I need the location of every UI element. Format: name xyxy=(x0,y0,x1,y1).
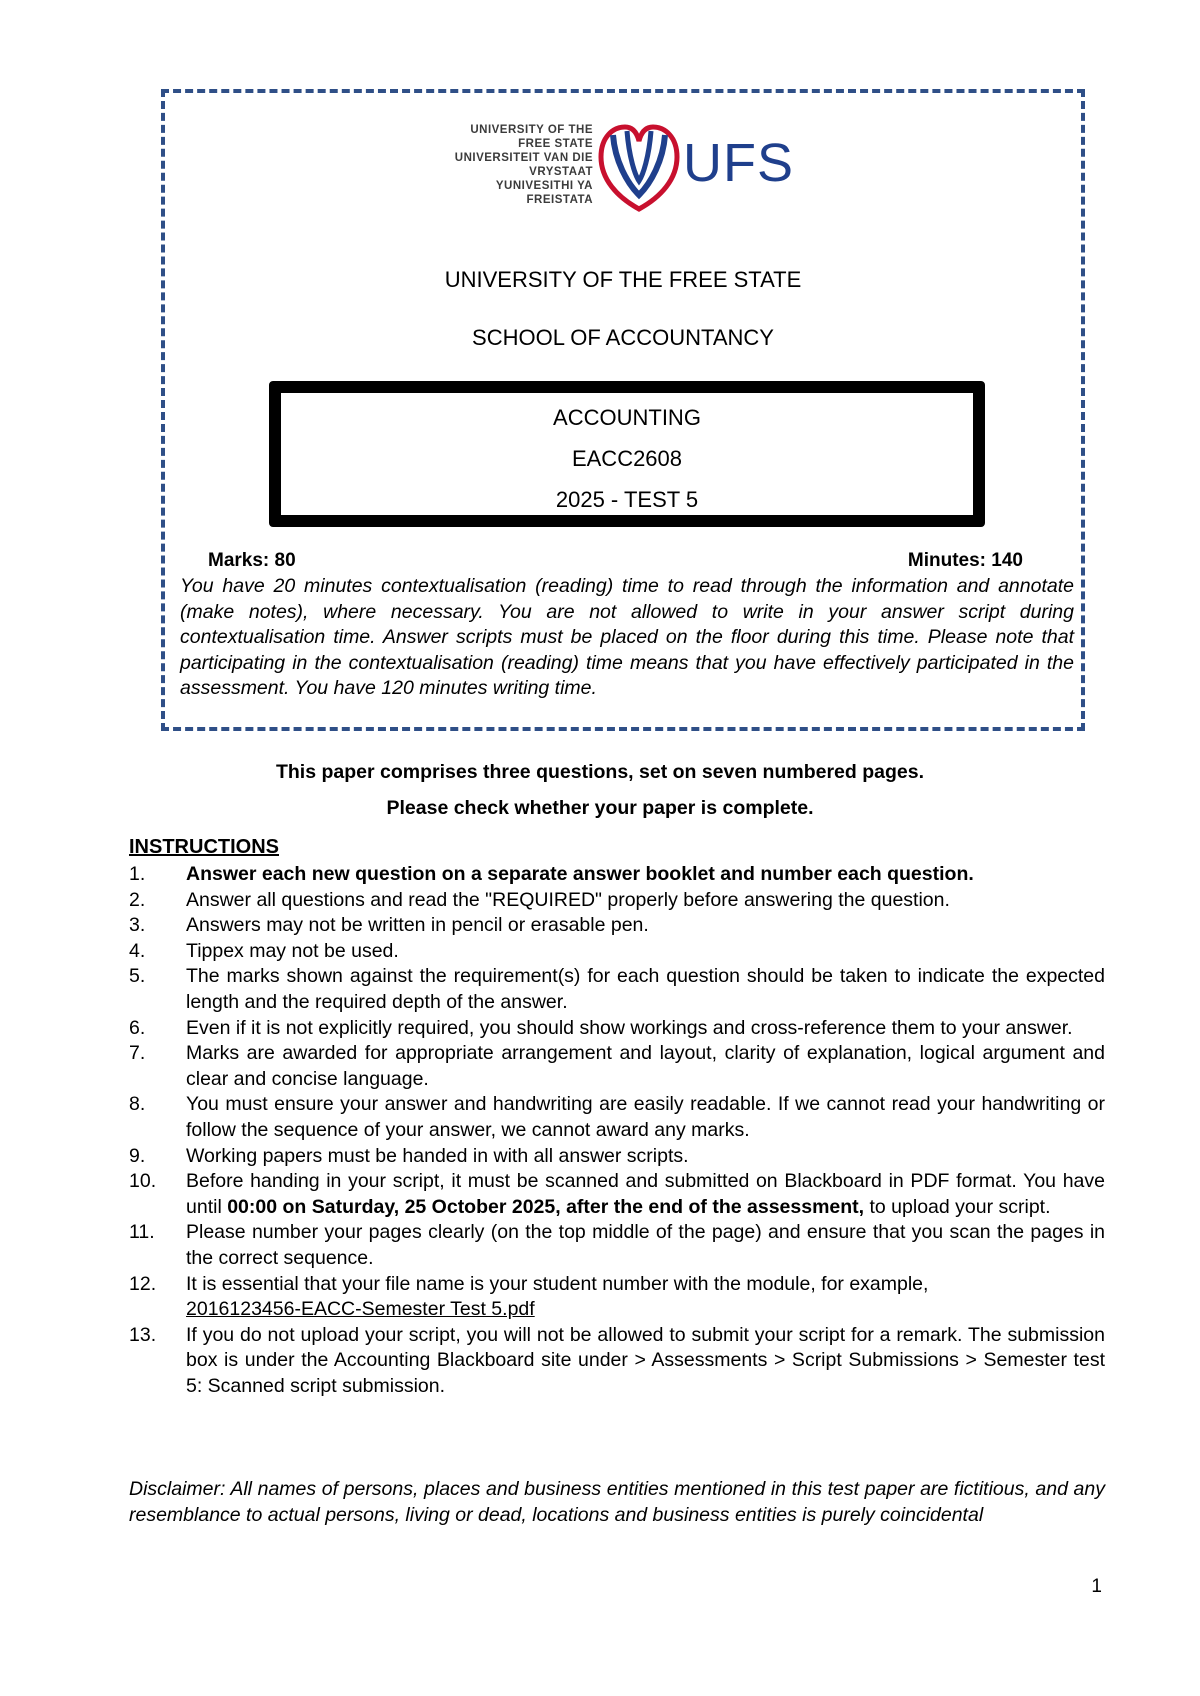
school-title: SCHOOL OF ACCOUNTANCY xyxy=(472,325,774,350)
logo-wordmark: UFS xyxy=(683,133,794,193)
course-box xyxy=(269,381,985,527)
course-test: 2025 - TEST 5 xyxy=(555,487,699,512)
minutes-label: Minutes: 140 xyxy=(907,550,1023,571)
paper-comprises-note: This paper comprises three questions, set on seven numbered pages. xyxy=(275,761,925,783)
instruction-item: 13. If you do not upload your script, you will not be allowed to submit your script for a remark. The submission box is under the Accounting Blackboard site under > Assessments > Script Submissions > Semester test 5: Scanned script submission. xyxy=(129,1323,1105,1397)
instruction-item: 3. Answers may not be written in pencil or erasable pen. xyxy=(129,914,649,937)
upload-deadline: 00:00 on Saturday, 25 October 2025, after the end of the assessment, xyxy=(227,1195,865,1218)
instruction-item: 8. You must ensure your answer and handwriting are easily readable. If we cannot read your handwriting or follow the sequence of your answer, we cannot award any marks. xyxy=(129,1093,1105,1141)
instruction-item: 4. Tippex may not be used. xyxy=(129,939,399,962)
ufs-logo xyxy=(435,123,815,223)
instruction-item: 5. The marks shown against the requirement(s) for each question should be taken to indicate the expected length and the required depth of the answer. xyxy=(129,965,1105,1013)
page-number: 1 xyxy=(1091,1576,1102,1597)
instruction-item: 12. It is essential that your file name is your student number with the module, for example, 2016123456-EACC-Semester Test 5.pdf xyxy=(129,1272,929,1321)
ufs-emblem-icon xyxy=(597,121,681,213)
paper-check-note: Please check whether your paper is complete. xyxy=(386,797,814,819)
instruction-item: 10. Before handing in your script, it must be scanned and submitted on Blackboard in PDF format. You have until 00:00 on Saturday, 25 October 2025, after the end of the assessment, to upload your script. xyxy=(129,1170,1105,1218)
reading-time-note: You have 20 minutes contextualisation (reading) time to read through the information and annotate (make notes), where necessary. You are not allowed to write in your answer script during contextualisation time. Answer scripts must be placed on the floor during this time. Please note that participating in the contextualisation (reading) time means that you have effectively participated in the assessment. You have 120 minutes writing time. xyxy=(180,575,1074,700)
course-subject: ACCOUNTING xyxy=(553,405,701,430)
instruction-item: 7. Marks are awarded for appropriate arrangement and layout, clarity of explanation, logical argument and clear and concise language. xyxy=(129,1042,1105,1090)
instructions-list xyxy=(129,862,1105,1399)
instruction-item: 2. Answer all questions and read the "REQUIRED" properly before answering the question. xyxy=(129,888,950,911)
instruction-item: 9. Working papers must be handed in with all answer scripts. xyxy=(129,1144,689,1167)
instruction-item: 6. Even if it is not explicitly required, you should show workings and cross-reference them to your answer. xyxy=(129,1016,1073,1039)
instruction-item: 1. Answer each new question on a separate answer booklet and number each question. xyxy=(129,863,974,885)
instruction-item: 11. Please number your pages clearly (on the top middle of the page) and ensure that you scan the pages in the correct sequence. xyxy=(129,1221,1105,1269)
course-code: EACC2608 xyxy=(571,446,683,471)
cover-frame xyxy=(161,89,1085,731)
logo-text: UNIVERSITY OF THE FREE STATE UNIVERSITEIT VAN DIE VRYSTAAT YUNIVESITHI YA FREISTATA xyxy=(454,124,593,206)
disclaimer: Disclaimer: All names of persons, places and business entities mentioned in this test paper are fictitious, and any resemblance to actual persons, living or dead, locations and business entities is purely coincidental xyxy=(129,1478,1105,1526)
marks-label: Marks: 80 xyxy=(208,550,296,571)
filename-example: 2016123456-EACC-Semester Test 5.pdf xyxy=(186,1298,535,1321)
instructions-heading: INSTRUCTIONS xyxy=(129,836,279,858)
university-title: UNIVERSITY OF THE FREE STATE xyxy=(444,267,802,292)
